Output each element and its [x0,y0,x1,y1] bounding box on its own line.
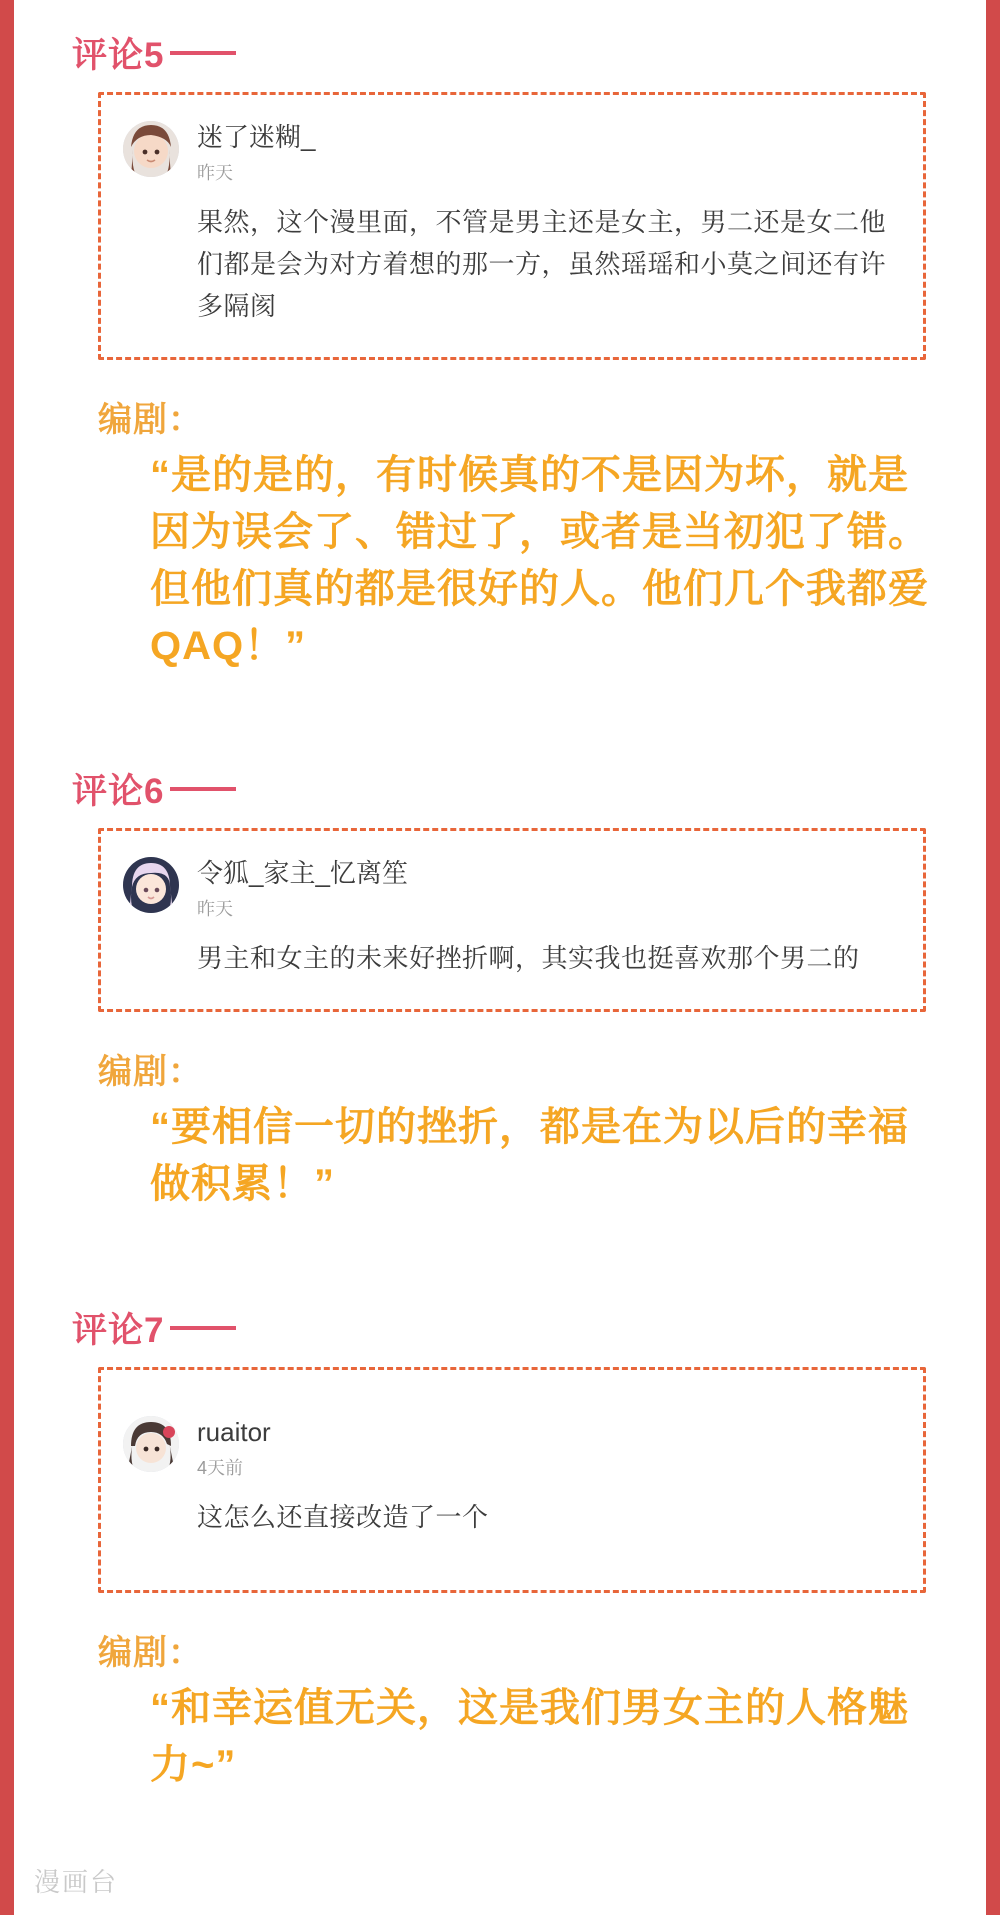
comic-page [14,0,986,1915]
author-block [197,1416,271,1480]
page-border-left [0,0,14,1915]
section-heading-label: 评论7 [72,1311,165,1350]
writer-label: 编剧： [98,1634,203,1672]
avatar [123,1416,179,1472]
comment-author: ruaitor [197,1417,271,1447]
section-heading-6 [72,764,946,814]
heading-rule [170,1326,236,1330]
comment-header [123,121,893,185]
comment-section-7 [54,1303,946,1794]
spacer [54,1223,946,1303]
comment-body: 果然，这个漫里面，不管是男主还是女主，男二还是女二他们都是会为对方着想的那一方，虽然瑶瑶和小莫之间还有许多隔阂 [197,206,887,322]
comment-header [123,1416,893,1480]
comment-body: 这怎么还直接改造了一个 [197,1501,489,1532]
spacer [54,684,946,764]
comment-author: 迷了迷糊_ [197,122,316,152]
watermark: 漫画台 [34,1867,119,1897]
writer-reply: “和幸运值无关，这是我们男女主的人格魅力~” [150,1686,909,1787]
comment-time: 昨天 [197,162,233,183]
author-block [197,857,408,921]
section-heading-label: 评论5 [72,36,165,75]
comment-body: 男主和女主的未来好挫折啊，其实我也挺喜欢那个男二的 [197,943,860,974]
section-heading-5 [72,28,946,78]
comment-card [98,92,926,360]
section-heading-7 [72,1303,946,1353]
comment-card [98,828,926,1012]
comment-time: 昨天 [197,899,233,920]
writer-label: 编剧： [98,401,203,440]
comment-section-6 [54,764,946,1213]
comment-header [123,857,893,921]
comment-section-5 [54,28,946,674]
heading-rule [170,51,236,55]
writer-label: 编剧： [98,1053,203,1092]
avatar [123,121,179,177]
author-block [197,121,315,185]
avatar [123,857,179,913]
writer-reply: “是的是的，有时候真的不是因为坏，就是因为误会了、错过了，或者是当初犯了错。但他们真的都是很好的人。他们几个我都爱QAQ！” [150,453,929,668]
comment-author: 令狐_家主_忆离笙 [197,858,408,889]
writer-reply: “要相信一切的挫折，都是在为以后的幸福做积累！” [150,1105,909,1207]
page-border-right [986,0,1000,1915]
comment-card [98,1367,926,1593]
section-heading-label: 评论6 [72,772,165,812]
heading-rule [170,787,236,791]
comment-time: 4天前 [197,1457,244,1478]
